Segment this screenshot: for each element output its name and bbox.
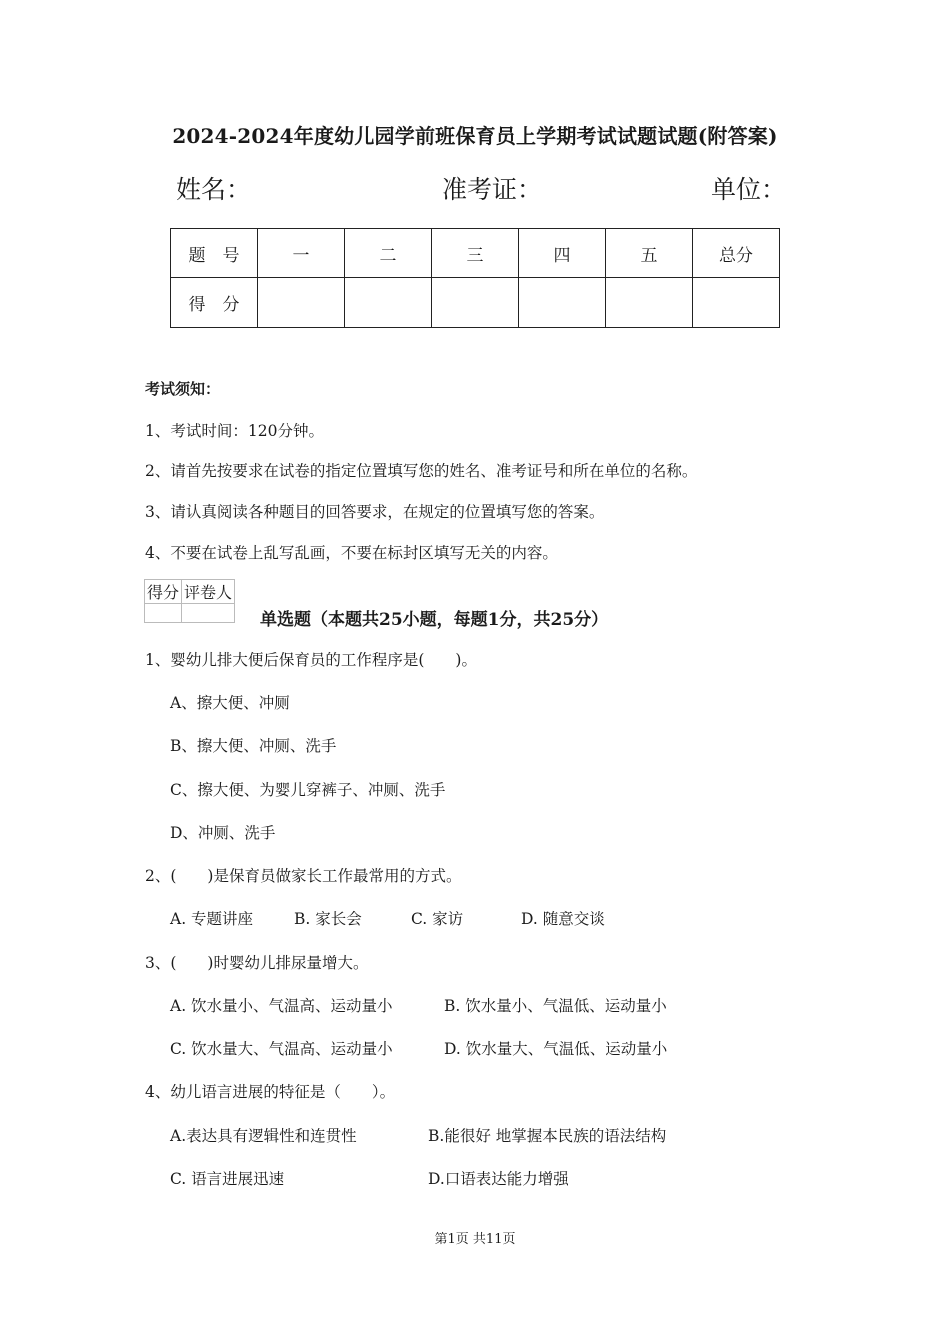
question-option: A.表达具有逻辑性和连贯性 xyxy=(170,1127,357,1145)
question-option: A. 饮水量小、气温高、运动量小 xyxy=(170,997,393,1015)
question-option: A、擦大便、冲厕 xyxy=(170,694,290,712)
notice-item: 2、请首先按要求在试卷的指定位置填写您的姓名、准考证号和所在单位的名称。 xyxy=(145,462,698,480)
question-option: D.口语表达能力增强 xyxy=(428,1170,569,1188)
section-title: 单选题（本题共25小题，每题1分，共25分） xyxy=(260,610,609,630)
question-option: C. 家访 xyxy=(411,910,464,928)
grader-score-label: 得分 xyxy=(145,580,182,604)
question-option: B. 饮水量小、气温低、运动量小 xyxy=(444,997,667,1015)
question-option: D. 饮水量大、气温低、运动量小 xyxy=(444,1040,668,1058)
page-title: 2024-2024年度幼儿园学前班保育员上学期考试试题试题(附答案) xyxy=(172,124,778,148)
question-stem: 4、幼儿语言进展的特征是（ ）。 xyxy=(145,1083,396,1101)
notice-title: 考试须知： xyxy=(145,380,221,398)
score-header-cell: 一 xyxy=(258,229,345,278)
score-header-cell: 四 xyxy=(519,229,606,278)
question-option: B、擦大便、冲厕、洗手 xyxy=(170,737,337,755)
score-input-cell[interactable] xyxy=(606,278,693,328)
grader-score-cell[interactable] xyxy=(145,604,182,623)
score-row-label: 得 分 xyxy=(171,278,258,328)
unit-label: 单位： xyxy=(711,175,787,204)
score-header-cell: 题 号 xyxy=(171,229,258,278)
score-header-cell: 三 xyxy=(432,229,519,278)
score-header-cell: 五 xyxy=(606,229,693,278)
question-option: B. 家长会 xyxy=(294,910,362,928)
score-input-cell[interactable] xyxy=(345,278,432,328)
grader-name-cell[interactable] xyxy=(182,604,235,623)
score-input-cell[interactable] xyxy=(519,278,606,328)
question-option: D. 随意交谈 xyxy=(521,910,605,928)
question-stem: 1、婴幼儿排大便后保育员的工作程序是( )。 xyxy=(145,651,477,669)
notice-item: 3、请认真阅读各种题目的回答要求，在规定的位置填写您的答案。 xyxy=(145,503,605,521)
grader-box xyxy=(144,579,235,623)
name-label: 姓名： xyxy=(176,175,252,204)
question-option: C. 语言进展迅速 xyxy=(170,1170,285,1188)
score-table xyxy=(170,228,780,328)
grader-name-label: 评卷人 xyxy=(182,580,235,604)
score-header-cell: 总分 xyxy=(693,229,780,278)
score-input-cell[interactable] xyxy=(432,278,519,328)
question-option: A. 专题讲座 xyxy=(170,910,254,928)
question-stem: 2、( )是保育员做家长工作最常用的方式。 xyxy=(145,867,462,885)
score-table-score-row xyxy=(171,278,780,328)
notice-item: 1、考试时间：120分钟。 xyxy=(145,422,324,440)
score-input-cell[interactable] xyxy=(693,278,780,328)
page-footer: 第1页 共11页 xyxy=(434,1232,516,1247)
question-option: D、冲厕、洗手 xyxy=(170,824,276,842)
question-option: B.能很好 地掌握本民族的语法结构 xyxy=(428,1127,667,1145)
exam-id-label: 准考证： xyxy=(442,175,543,204)
question-option: C、擦大便、为婴儿穿裤子、冲厕、洗手 xyxy=(170,781,446,799)
score-input-cell[interactable] xyxy=(258,278,345,328)
question-option: C. 饮水量大、气温高、运动量小 xyxy=(170,1040,393,1058)
notice-item: 4、不要在试卷上乱写乱画，不要在标封区填写无关的内容。 xyxy=(145,544,558,562)
score-table-header-row xyxy=(171,229,780,278)
question-stem: 3、( )时婴幼儿排尿量增大。 xyxy=(145,954,369,972)
score-header-cell: 二 xyxy=(345,229,432,278)
